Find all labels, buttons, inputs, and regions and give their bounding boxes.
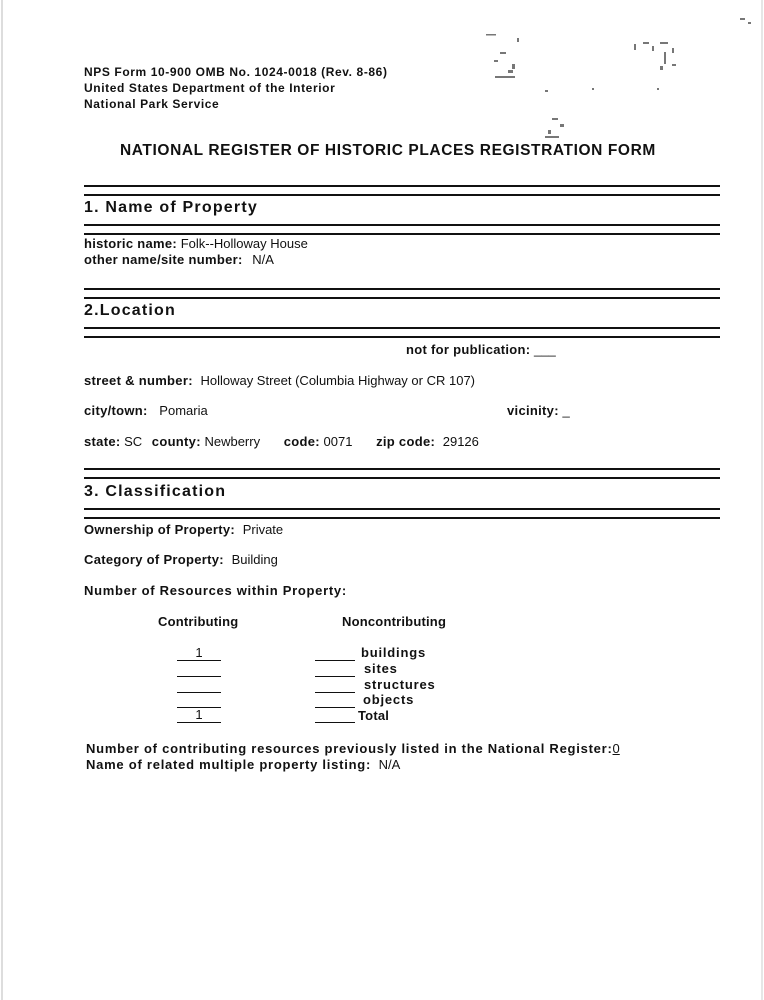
contributing-count: [177, 692, 221, 708]
related-listing-value: N/A: [378, 757, 401, 772]
other-name-row: [84, 252, 274, 267]
state-label: state:: [84, 434, 121, 449]
street-row: [84, 373, 475, 388]
vicinity-label: vicinity:: [507, 403, 559, 418]
ownership-label: Ownership of Property:: [84, 522, 236, 537]
contributing-column-heading: Contributing: [158, 614, 239, 629]
noncontributing-column-heading: Noncontributing: [342, 614, 447, 629]
contributing-count: [177, 661, 221, 677]
ownership-value: Private: [242, 522, 284, 537]
section-2-heading: 2.Location: [84, 302, 177, 319]
resource-label: objects: [363, 692, 415, 707]
previously-listed-row: [86, 741, 620, 756]
category-row: [84, 552, 278, 567]
street-value: Holloway Street (Columbia Highway or CR 107): [200, 373, 476, 388]
contributing-count: 1: [177, 707, 221, 723]
other-name-label: other name/site number:: [84, 252, 243, 267]
city-value: Pomaria: [159, 403, 208, 418]
other-name-value: N/A: [252, 252, 274, 267]
code-label: code:: [283, 434, 320, 449]
street-label: street & number:: [84, 373, 193, 388]
category-value: Building: [231, 552, 278, 567]
section-3-heading: 3. Classification: [84, 483, 227, 500]
resources-label: Number of Resources within Property:: [84, 583, 347, 598]
form-number-line: NPS Form 10-900 OMB No. 1024-0018 (Rev. 8-86): [84, 65, 388, 79]
noncontributing-count: [315, 645, 355, 661]
noncontributing-count: [315, 692, 355, 708]
historic-name-value: Folk--Holloway House: [180, 236, 308, 251]
resource-label: sites: [364, 661, 398, 676]
ownership-row: [84, 522, 283, 537]
contributing-count: [177, 677, 221, 693]
resource-label: structures: [364, 677, 436, 692]
contributing-count: 1: [177, 645, 221, 661]
state-value: SC: [124, 434, 143, 449]
not-for-publication-label: not for publication:: [406, 342, 531, 357]
related-listing-label: Name of related multiple property listing:: [86, 757, 372, 772]
noncontributing-count: [315, 661, 355, 677]
resource-label: buildings: [361, 645, 426, 660]
county-label: county:: [151, 434, 201, 449]
noncontributing-count: [315, 677, 355, 693]
previously-listed-value: 0: [612, 741, 620, 756]
zip-label: zip code:: [376, 434, 436, 449]
related-listing-row: [86, 757, 400, 772]
section-divider: [84, 327, 720, 338]
department-line: United States Department of the Interior: [84, 81, 336, 95]
city-label: city/town:: [84, 403, 148, 418]
state-county-row: [84, 434, 479, 449]
vicinity-value: _: [562, 403, 570, 418]
county-value: Newberry: [204, 434, 261, 449]
section-divider: [84, 508, 720, 519]
vicinity-row: [507, 403, 570, 418]
section-divider: [84, 224, 720, 235]
section-divider: [84, 288, 720, 299]
resources-heading-row: [84, 583, 347, 598]
page-title: NATIONAL REGISTER OF HISTORIC PLACES REGISTRATION FORM: [120, 142, 656, 159]
historic-name-row: [84, 236, 308, 251]
code-value: 0071: [323, 434, 353, 449]
city-row: [84, 403, 208, 418]
zip-value: 29126: [442, 434, 479, 449]
not-for-publication-row: [406, 342, 556, 357]
section-1-heading: 1. Name of Property: [84, 199, 258, 216]
category-label: Category of Property:: [84, 552, 224, 567]
section-divider: [84, 185, 720, 196]
not-for-publication-value: ___: [534, 342, 556, 357]
noncontributing-count: [315, 707, 355, 723]
service-line: National Park Service: [84, 97, 220, 111]
historic-name-label: historic name:: [84, 236, 178, 251]
previously-listed-label: Number of contributing resources previously listed in the National Register:: [86, 741, 613, 756]
section-divider: [84, 468, 720, 479]
resource-label: Total: [358, 708, 390, 723]
